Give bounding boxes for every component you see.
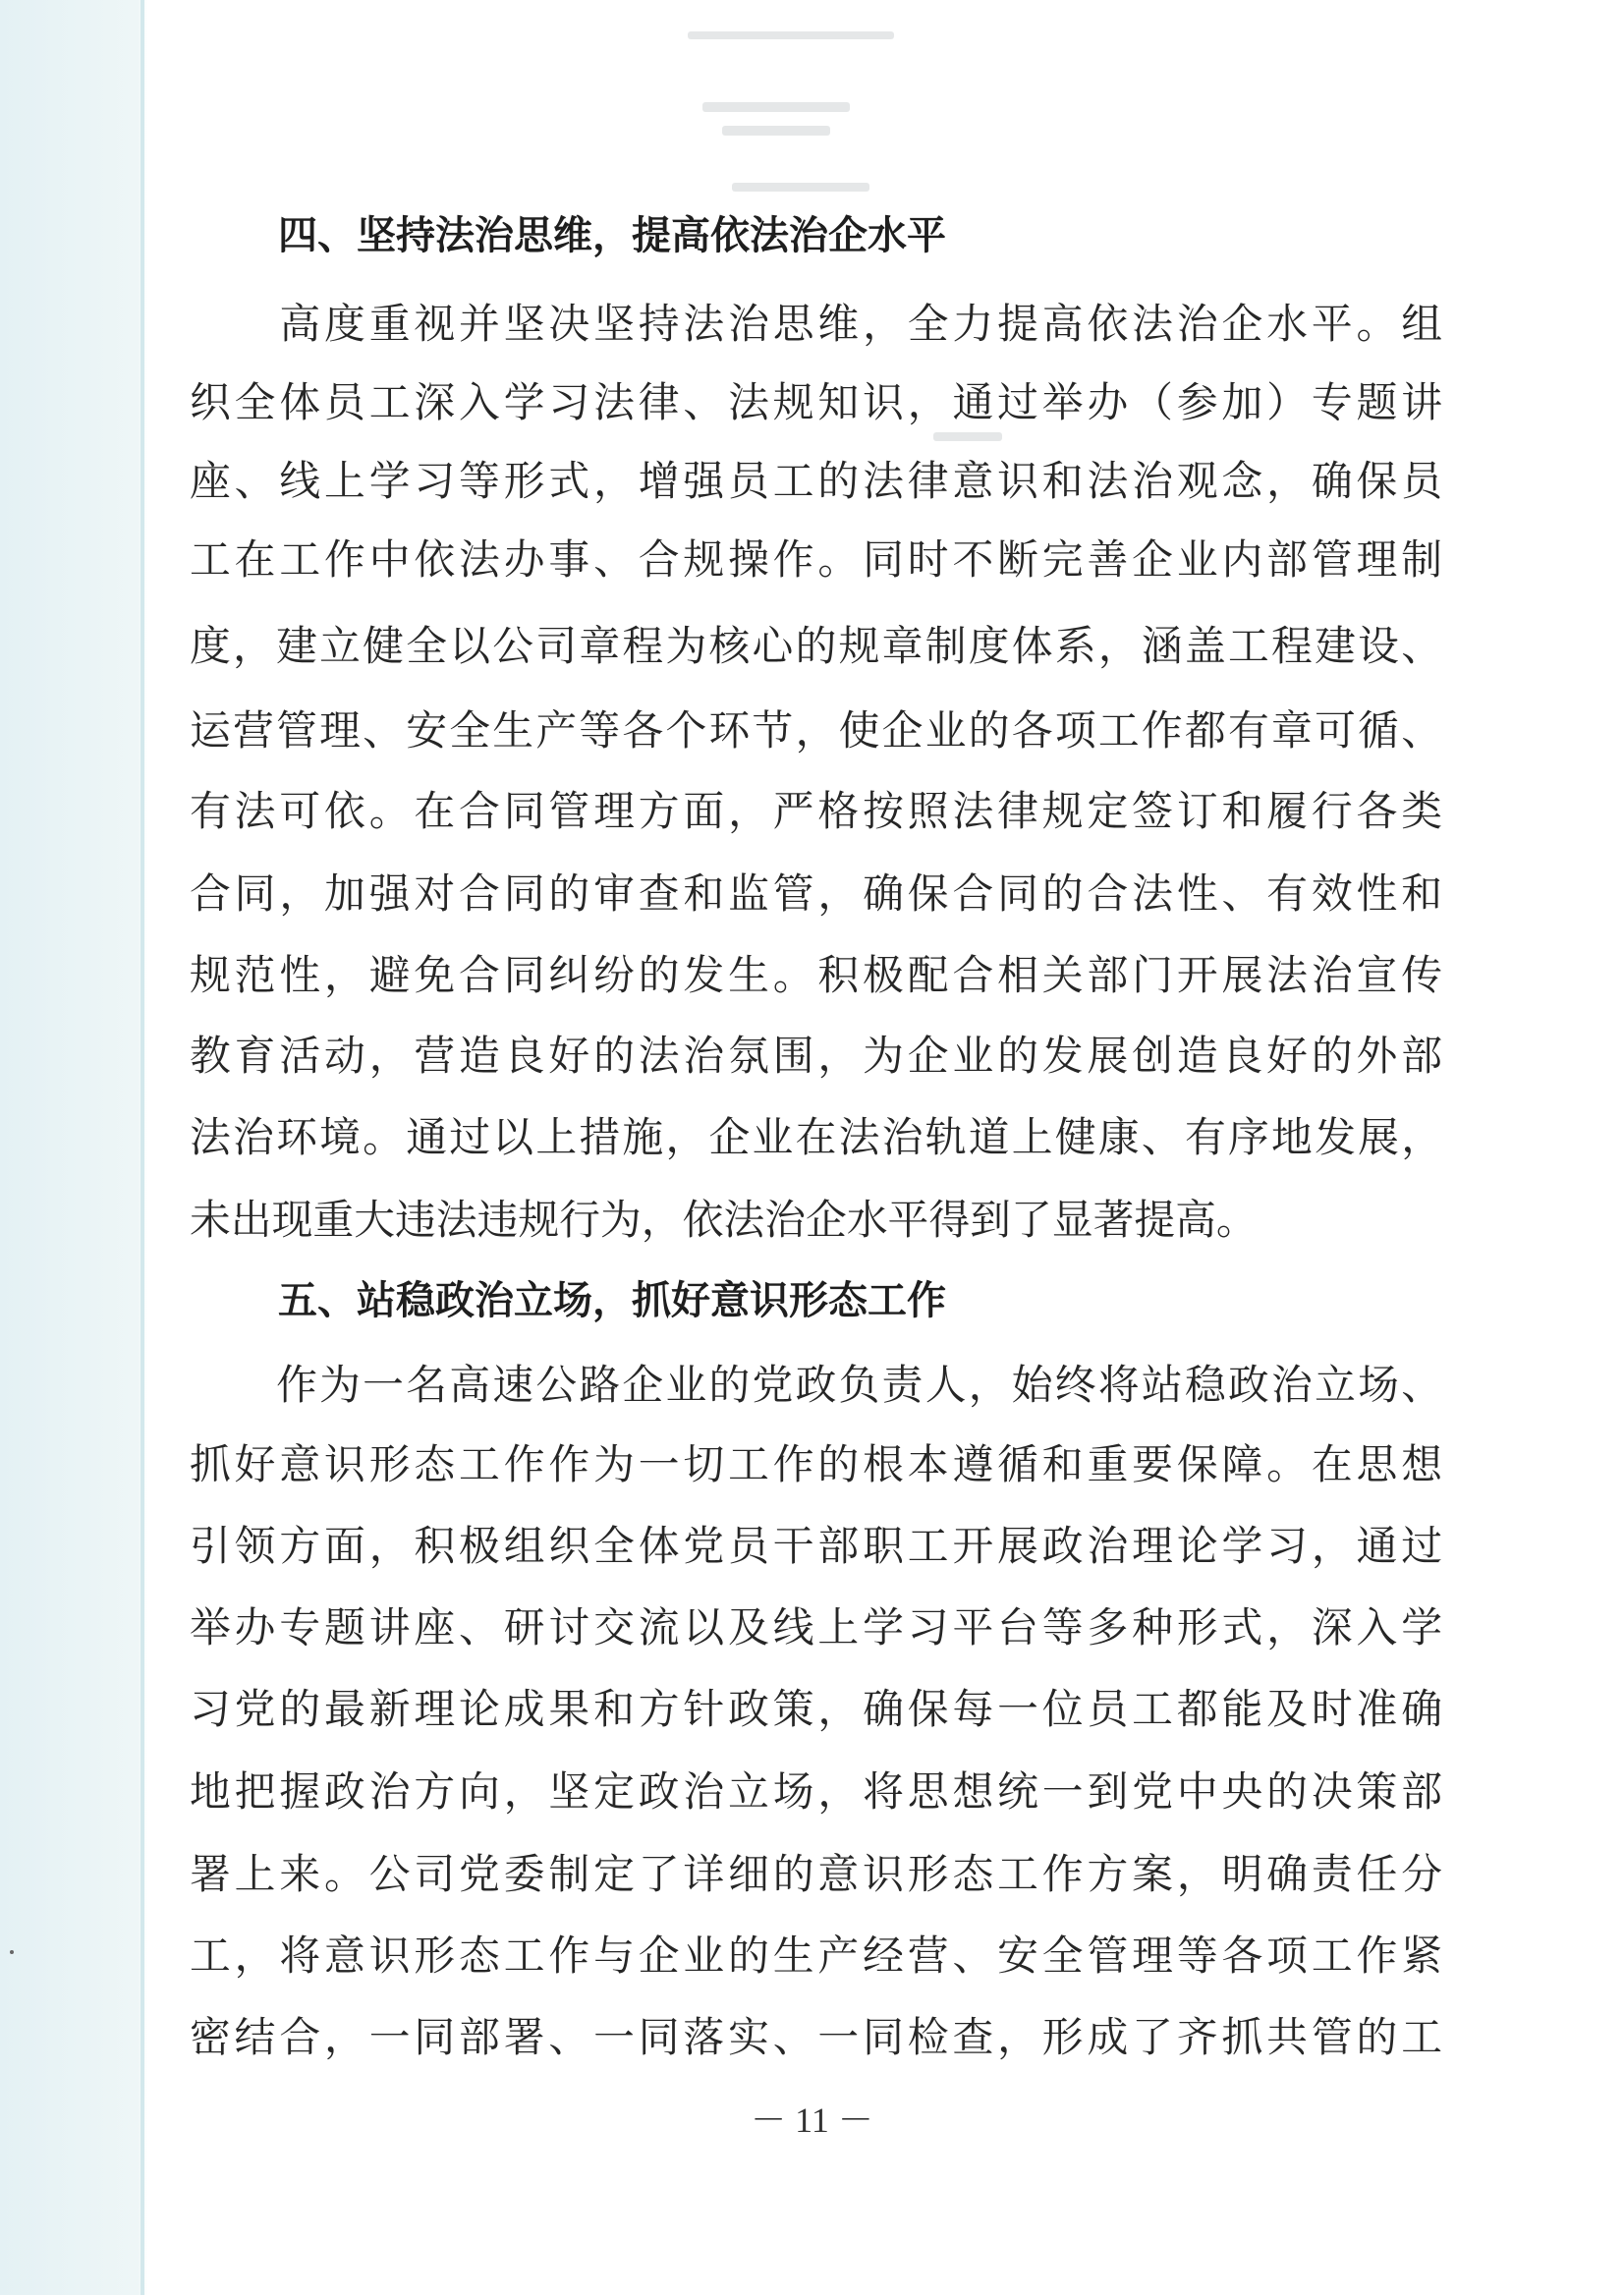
section-4-line-2: 织全体员工深入学习法律、法规知识，通过举办（参加）专题讲 [190, 378, 1442, 426]
section-4-line-1: 高度重视并坚决坚持法治思维，全力提高依法治企水平。组 [190, 300, 1442, 348]
section-4-line-6: 运营管理、安全生产等各个环节，使企业的各项工作都有章可循、 [190, 706, 1442, 755]
section-4-heading: 四、坚持法治思维，提高依法治企水平 [278, 213, 946, 258]
section-4-line-3: 座、线上学习等形式，增强员工的法律意识和法治观念，确保员 [190, 457, 1442, 505]
section-5-line-4: 举办专题讲座、研讨交流以及线上学习平台等多种形式，深入学 [190, 1603, 1442, 1651]
section-4-line-10: 教育活动，营造良好的法治氛围，为企业的发展创造良好的外部 [190, 1032, 1442, 1080]
page-number: － 11 － [751, 2100, 873, 2140]
section-4-line-7: 有法可依。在合同管理方面，严格按照法律规定签订和履行各类 [190, 787, 1442, 835]
scan-binding-line [140, 0, 144, 2295]
section-5-line-1: 作为一名高速公路企业的党政负责人，始终将站稳政治立场、 [190, 1361, 1442, 1409]
section-5-line-2: 抓好意识形态工作作为一切工作的根本遵循和重要保障。在思想 [190, 1440, 1442, 1488]
section-5-line-7: 署上来。公司党委制定了详细的意识形态工作方案，明确责任分 [190, 1850, 1442, 1898]
section-4-line-9: 规范性，避免合同纠纷的发生。积极配合相关部门开展法治宣传 [190, 951, 1442, 999]
section-4-line-12: 未出现重大违法违规行为，依法治企水平得到了显著提高。 [190, 1196, 1258, 1244]
section-4-line-11: 法治环境。通过以上措施，企业在法治轨道上健康、有序地发展， [190, 1113, 1442, 1161]
section-4-line-4: 工在工作中依法办事、合规操作。同时不断完善企业内部管理制 [190, 535, 1442, 584]
section-5-line-3: 引领方面，积极组织全体党员干部职工开展政治理论学习，通过 [190, 1522, 1442, 1570]
scan-speck [10, 1950, 14, 1954]
section-5-line-8: 工，将意识形态工作与企业的生产经营、安全管理等各项工作紧 [190, 1931, 1442, 1980]
section-4-line-5: 度，建立健全以公司章程为核心的规章制度体系，涵盖工程建设、 [190, 622, 1442, 670]
scan-left-margin [0, 0, 147, 2295]
section-5-line-5: 习党的最新理论成果和方针政策，确保每一位员工都能及时准确 [190, 1685, 1442, 1733]
section-5-line-6: 地把握政治方向，坚定政治立场，将思想统一到党中央的决策部 [190, 1767, 1442, 1816]
section-5-line-9: 密结合，一同部署、一同落实、一同检查，形成了齐抓共管的工 [190, 2013, 1442, 2061]
section-5-heading: 五、站稳政治立场，抓好意识形态工作 [278, 1278, 946, 1323]
section-4-line-8: 合同，加强对合同的审查和监管，确保合同的合法性、有效性和 [190, 869, 1442, 918]
